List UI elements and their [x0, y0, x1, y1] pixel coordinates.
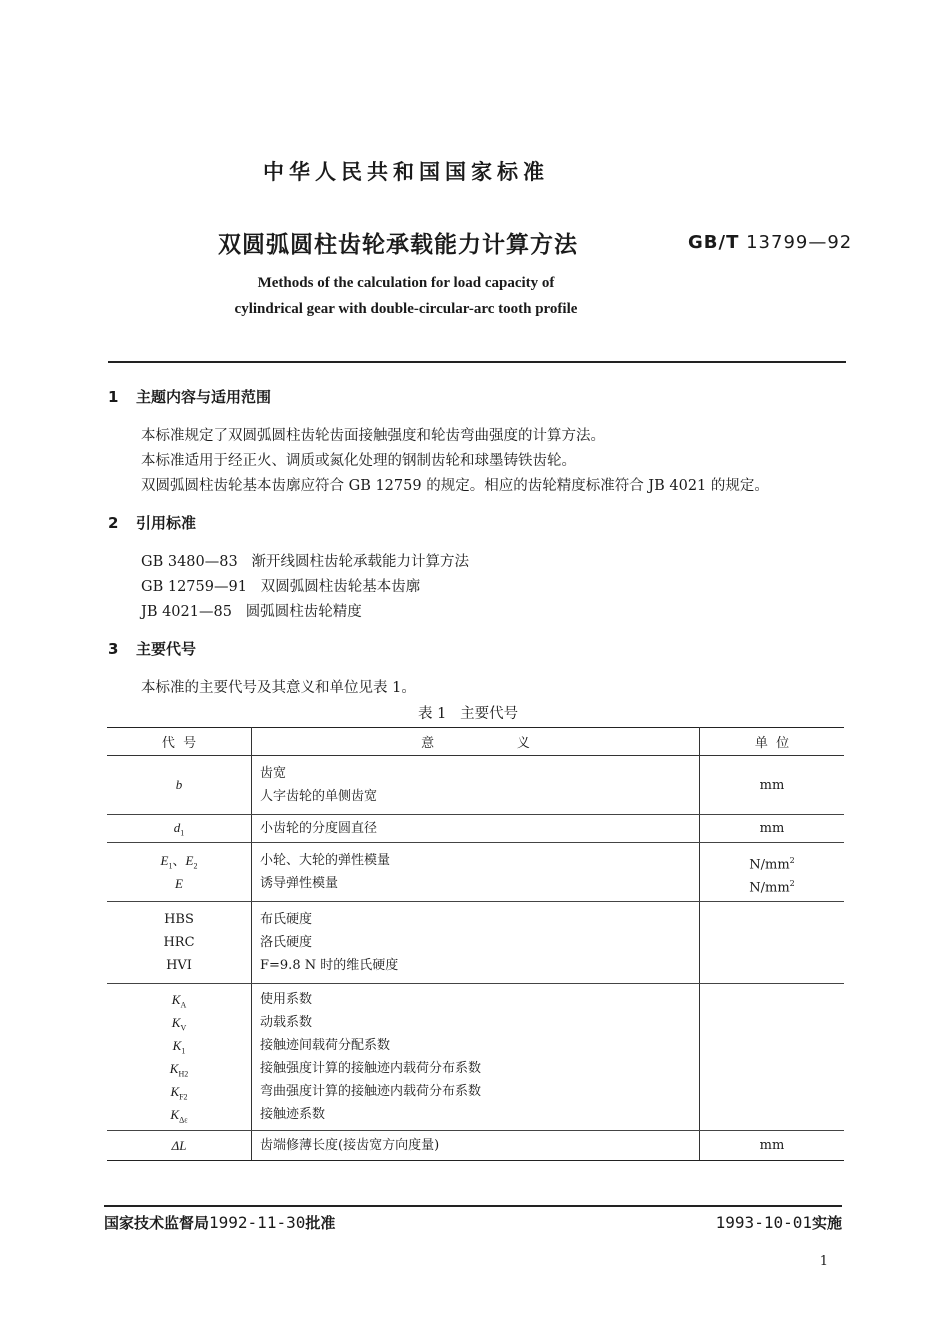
english-title-line-2: cylindrical gear with double-circular-arc tooth profile — [234, 301, 578, 317]
header-symbol: 代 号 — [107, 728, 252, 756]
section-2-heading — [108, 512, 196, 533]
section-3-heading — [108, 638, 196, 659]
reference-item — [141, 575, 420, 596]
unit: $N/mm^2$ — [749, 856, 795, 873]
paragraph: 本标准适用于经正火、调质或氮化处理的钢制齿轮和球墨铸铁齿轮。 — [141, 453, 576, 469]
implementation-line — [716, 1212, 842, 1233]
meaning-cell — [252, 756, 700, 815]
section-number: 3 — [108, 640, 119, 658]
reference-item — [141, 550, 469, 571]
symbol: E — [175, 876, 183, 891]
symbol-cell — [107, 902, 252, 984]
header-divider — [108, 361, 846, 363]
symbol: HBS — [164, 912, 194, 927]
meaning: 齿宽 — [260, 766, 287, 781]
unit: mm — [759, 1138, 785, 1153]
paragraph: 本标准的主要代号及其意义和单位见表 1。 — [141, 680, 416, 696]
symbol: $K_{F2}$ — [170, 1084, 188, 1102]
symbol-cell — [107, 984, 252, 1131]
page-number: 1 — [819, 1254, 828, 1269]
reference-item — [141, 600, 362, 621]
meaning: 布氏硬度 — [260, 912, 313, 927]
section-title: 主题内容与适用范围 — [136, 388, 272, 406]
meaning: 小齿轮的分度圆直径 — [260, 821, 378, 836]
unit: mm — [759, 777, 785, 793]
unit-cell — [700, 1131, 845, 1161]
table-row — [107, 902, 844, 984]
meaning-cell — [252, 1131, 700, 1161]
symbol: $K_{H2}$ — [169, 1061, 189, 1079]
reference-title: 圆弧圆柱齿轮精度 — [245, 604, 362, 620]
table-row — [107, 984, 844, 1131]
meaning: F=9.8 N 时的维氏硬度 — [260, 958, 399, 973]
meaning: 接触迹系数 — [260, 1107, 326, 1122]
approval-line — [104, 1212, 335, 1233]
section-1-heading — [108, 386, 271, 407]
symbol: $K_V$ — [171, 1015, 187, 1033]
footer-divider — [104, 1205, 842, 1207]
section-number: 2 — [108, 514, 119, 532]
symbol: $K_1$ — [172, 1038, 186, 1056]
code-prefix: GB/T — [688, 232, 740, 253]
paragraph: 双圆弧圆柱齿轮基本齿廓应符合 GB 12759 的规定。相应的齿轮精度标准符合 JB 4021 的规定。 — [141, 478, 769, 494]
symbol: $K_{\Delta\varepsilon}$ — [170, 1107, 188, 1125]
section-number: 1 — [108, 388, 119, 406]
meaning-cell — [252, 984, 700, 1131]
unit: mm — [759, 821, 785, 836]
meaning: 动载系数 — [260, 1015, 313, 1030]
meaning: 小轮、大轮的弹性模量 — [260, 853, 391, 868]
meaning: 诱导弹性模量 — [260, 876, 339, 891]
symbol-cell — [107, 843, 252, 902]
symbol: HVI — [166, 958, 192, 973]
symbol: HRC — [163, 935, 195, 950]
meaning: 接触迹间载荷分配系数 — [260, 1038, 391, 1053]
reference-title: 双圆弧圆柱齿轮基本齿廓 — [260, 579, 421, 595]
header-meaning: 意 义 — [252, 728, 700, 756]
unit-cell — [700, 756, 845, 815]
unit-cell — [700, 843, 845, 902]
symbol: $d_1$ — [173, 819, 185, 838]
section-title: 主要代号 — [136, 640, 197, 658]
reference-title: 渐开线圆柱齿轮承载能力计算方法 — [251, 554, 470, 570]
english-title-line-1: Methods of the calculation for load capacity of — [257, 275, 555, 291]
table-row — [107, 1131, 844, 1161]
section-title: 引用标准 — [136, 514, 197, 532]
symbol-cell — [107, 1131, 252, 1161]
approval-suffix: 批准 — [305, 1214, 336, 1232]
paragraph: 本标准规定了双圆弧圆柱齿轮齿面接触强度和轮齿弯曲强度的计算方法。 — [141, 428, 605, 444]
symbol: b — [175, 777, 183, 792]
symbols-table — [107, 727, 844, 1161]
table-row — [107, 756, 844, 815]
standard-code — [688, 232, 852, 253]
approval-date: 1992-11-30 — [209, 1213, 306, 1232]
meaning: 接触强度计算的接触迹内载荷分布系数 — [260, 1061, 482, 1076]
meaning: 人字齿轮的单侧齿宽 — [260, 789, 378, 804]
implementation-date: 1993-10-01 — [715, 1213, 812, 1232]
reference-code: GB 12759—91 — [141, 579, 247, 595]
header-unit: 单 位 — [700, 728, 845, 756]
unit-cell — [700, 984, 845, 1131]
meaning: 洛氏硬度 — [260, 935, 313, 950]
symbol: $E_1$、$E_2$ — [160, 853, 198, 871]
table-row — [107, 843, 844, 902]
code-number: 13799—92 — [746, 232, 853, 253]
meaning: 弯曲强度计算的接触迹内载荷分布系数 — [260, 1084, 482, 1099]
table-row — [107, 815, 844, 843]
meaning-cell — [252, 902, 700, 984]
implementation-suffix: 实施 — [811, 1214, 842, 1232]
reference-code: GB 3480—83 — [141, 554, 238, 570]
document-title: 双圆弧圆柱齿轮承载能力计算方法 — [218, 232, 578, 258]
unit-cell — [700, 815, 845, 843]
table-header-row — [107, 728, 844, 756]
symbol-cell — [107, 815, 252, 843]
meaning-cell — [252, 843, 700, 902]
unit: $N/mm^2$ — [749, 879, 795, 896]
standard-title: 中华人民共和国国家标准 — [263, 160, 549, 184]
symbol: $K_A$ — [171, 992, 187, 1010]
reference-code: JB 4021—85 — [141, 604, 232, 620]
table-caption: 表 1 主要代号 — [418, 706, 519, 722]
meaning: 使用系数 — [260, 992, 313, 1007]
meaning-cell — [252, 815, 700, 843]
symbol: ΔL — [171, 1138, 187, 1153]
unit-cell — [700, 902, 845, 984]
symbol-cell — [107, 756, 252, 815]
meaning: 齿端修薄长度(接齿宽方向度量) — [260, 1138, 440, 1153]
approval-org: 国家技术监督局 — [104, 1214, 210, 1232]
